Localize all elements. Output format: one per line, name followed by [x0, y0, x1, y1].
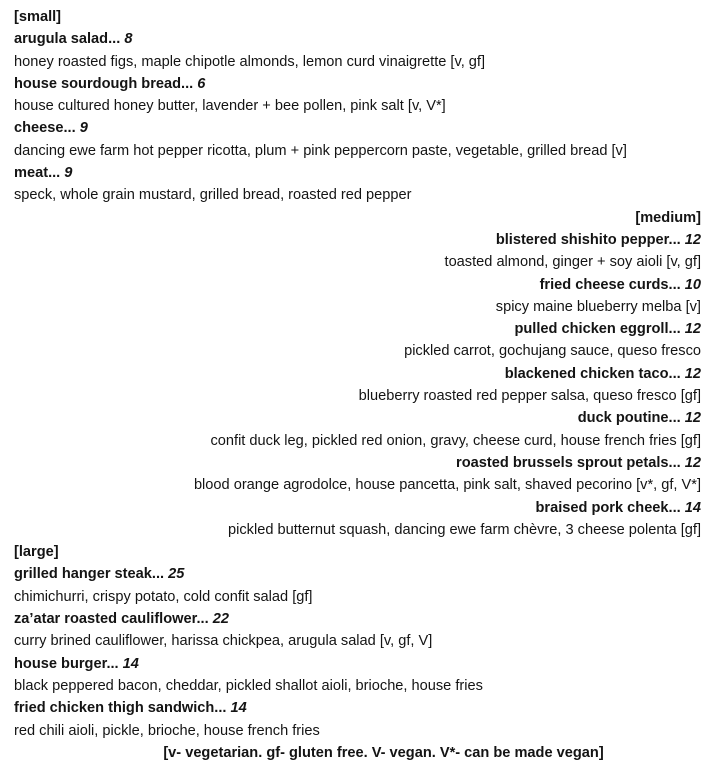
item-price: 12	[684, 454, 701, 471]
menu-document	[14, 6, 701, 764]
menu-item-title	[14, 563, 701, 585]
section-heading-small: [small]	[14, 9, 62, 25]
price-separator: ...	[181, 75, 198, 92]
item-name: house burger	[14, 655, 107, 672]
item-price: 12	[684, 365, 701, 382]
menu-item-title	[14, 363, 701, 385]
item-name: blackened chicken taco	[504, 365, 669, 382]
item-name: house sourdough bread	[14, 75, 182, 92]
item-description: confit duck leg, pickled red onion, gravy, cheese curd, house french fries [gf]	[210, 432, 701, 449]
price-separator: ...	[196, 611, 213, 628]
menu-item-title	[14, 73, 701, 95]
price-separator: ...	[106, 655, 123, 672]
price-separator: ...	[668, 276, 685, 293]
item-price: 8	[124, 31, 133, 48]
item-description: blueberry roasted red pepper salsa, queso fresco [gf]	[358, 388, 701, 405]
item-description: spicy maine blueberry melba [v]	[495, 298, 701, 315]
item-price: 12	[684, 410, 701, 427]
menu-item-title	[14, 28, 701, 50]
item-name: braised pork cheek	[535, 499, 669, 516]
item-name: roasted brussels sprout petals	[456, 454, 669, 471]
price-separator: ...	[668, 321, 685, 338]
item-price: 9	[79, 120, 88, 137]
dietary-legend: [v- vegetarian. gf- gluten free. V- vegan. V*- can be made vegan]	[163, 744, 604, 761]
item-description: black peppered bacon, cheddar, pickled shallot aioli, brioche, house fries	[14, 677, 483, 694]
item-name: fried cheese curds	[539, 276, 669, 293]
item-name: meat	[14, 165, 49, 182]
menu-item-title	[14, 117, 701, 139]
item-description: dancing ewe farm hot pepper ricotta, plum + pink peppercorn paste, vegetable, grilled bread [v]	[14, 142, 627, 159]
price-separator: ...	[668, 365, 685, 382]
item-description: toasted almond, ginger + soy aioli [v, gf]	[444, 254, 701, 271]
menu-item-title	[14, 229, 701, 251]
menu-item-title	[14, 318, 701, 340]
menu-item-title	[14, 162, 701, 184]
menu-item-title	[14, 653, 701, 675]
menu-item-title	[14, 274, 701, 296]
item-price: 9	[64, 165, 73, 182]
menu-item-title	[14, 497, 701, 519]
item-name: duck poutine	[577, 410, 669, 427]
item-price: 6	[197, 75, 206, 92]
item-description: house cultured honey butter, lavender + bee pollen, pink salt [v, V*]	[14, 98, 446, 115]
section-heading-large: [large]	[14, 544, 59, 561]
item-name: fried chicken thigh sandwich	[14, 700, 215, 717]
price-separator: ...	[668, 499, 685, 516]
item-name: pulled chicken eggroll	[514, 321, 669, 338]
price-separator: ...	[668, 410, 685, 427]
item-price: 14	[230, 700, 247, 717]
item-description: chimichurri, crispy potato, cold confit salad [gf]	[14, 588, 313, 605]
item-price: 25	[168, 566, 185, 583]
item-name: za’atar roasted cauliflower	[14, 611, 197, 628]
item-price: 14	[122, 655, 139, 672]
item-name: grilled hanger steak	[14, 566, 152, 583]
item-description: red chili aioli, pickle, brioche, house french fries	[14, 722, 320, 739]
item-price: 22	[212, 611, 229, 628]
price-separator: ...	[151, 566, 169, 583]
item-price: 12	[684, 231, 701, 248]
item-description: blood orange agrodolce, house pancetta, pink salt, shaved pecorino [v*, gf, V*]	[193, 477, 701, 494]
menu-item-title	[14, 608, 701, 630]
item-name: arugula salad	[14, 31, 109, 48]
item-description: honey roasted figs, maple chipotle almonds, lemon curd vinaigrette [v, gf]	[14, 53, 486, 70]
menu-item-title	[14, 452, 701, 474]
item-description: pickled carrot, gochujang sauce, queso fresco	[404, 343, 701, 360]
item-name: blistered shishito pepper	[495, 231, 669, 248]
menu-item-title	[14, 407, 701, 429]
price-separator: ...	[214, 700, 231, 717]
item-description: pickled butternut squash, dancing ewe farm chèvre, 3 cheese polenta [gf]	[228, 521, 701, 538]
section-heading-medium: [medium]	[635, 209, 701, 226]
price-separator: ...	[108, 31, 125, 48]
item-price: 12	[684, 321, 701, 338]
item-price: 14	[684, 499, 701, 516]
item-name: cheese	[14, 120, 64, 137]
item-price: 10	[684, 276, 701, 293]
price-separator: ...	[668, 231, 685, 248]
item-description: curry brined cauliflower, harissa chickpea, arugula salad [v, gf, V]	[14, 633, 433, 650]
price-separator: ...	[668, 454, 685, 471]
item-description: speck, whole grain mustard, grilled bread, roasted red pepper	[14, 187, 412, 204]
menu-item-title	[14, 697, 701, 719]
price-separator: ...	[48, 165, 65, 182]
price-separator: ...	[63, 120, 80, 137]
